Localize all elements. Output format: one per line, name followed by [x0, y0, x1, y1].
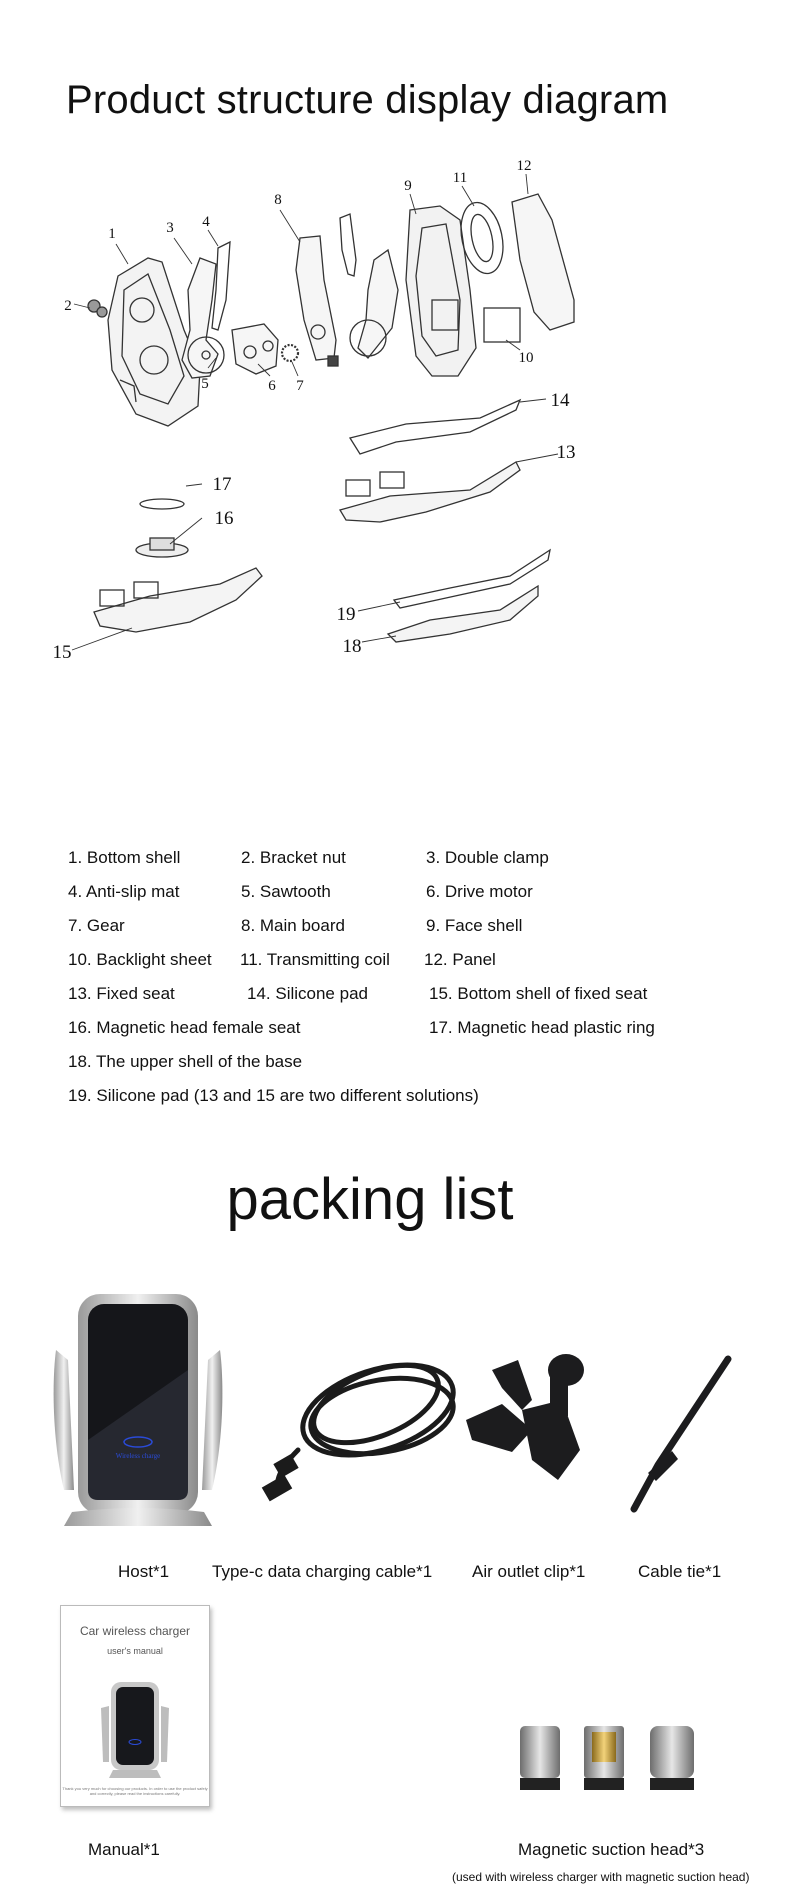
callout-16: 16 [214, 508, 234, 529]
manual-cover-holder-image [99, 1680, 171, 1780]
legend-item-17: 17. Magnetic head plastic ring [429, 1018, 655, 1037]
legend-item-4: 4. Anti-slip mat [68, 882, 180, 901]
part-silicone-pad-14 [350, 400, 520, 454]
callout-11: 11 [452, 170, 468, 186]
callout-1: 1 [108, 226, 116, 242]
callout-12: 12 [516, 158, 532, 174]
callout-2: 2 [64, 298, 72, 314]
legend-item-1: 1. Bottom shell [68, 848, 181, 867]
part-female-seat [136, 538, 188, 557]
legend-item-8: 8. Main board [241, 916, 345, 935]
part-fixed-seat [340, 462, 520, 522]
callout-17: 17 [212, 474, 232, 495]
part-bottom-shell-fixed-seat [94, 568, 262, 632]
legend-item-13: 13. Fixed seat [68, 984, 175, 1003]
callout-19: 19 [336, 604, 356, 625]
structure-title: Product structure display diagram [66, 78, 669, 122]
part-slide-bar [340, 214, 356, 276]
packing-title: packing list [226, 1167, 514, 1232]
manual-cover-subtitle: user's manual [107, 1646, 163, 1656]
item-host-label: Host*1 [118, 1562, 170, 1581]
usb-cable-icon [258, 1330, 468, 1510]
callout-4: 4 [202, 214, 210, 230]
legend-item-6: 6. Drive motor [426, 882, 533, 901]
item-manual-label: Manual*1 [88, 1840, 160, 1859]
legend-item-16: 16. Magnetic head female seat [68, 1018, 301, 1037]
host-screen-text: Wireless charge [115, 1452, 161, 1460]
legend-item-9: 9. Face shell [426, 916, 523, 935]
magnetic-heads-icon [514, 1722, 704, 1802]
part-drive-motor [232, 324, 278, 374]
part-anti-slip-mat [212, 242, 230, 330]
part-double-clamp [182, 258, 224, 378]
part-panel [512, 194, 574, 330]
item-cable-tie-label: Cable tie*1 [638, 1562, 722, 1581]
manual-cover-title: Car wireless charger [79, 1624, 191, 1638]
part-plastic-ring [140, 499, 184, 509]
callout-3: 3 [166, 220, 174, 236]
callout-9: 9 [404, 178, 412, 194]
part-gear [282, 345, 298, 361]
item-magnetic-head-label: Magnetic suction head*3 [518, 1840, 705, 1859]
callout-5: 5 [201, 376, 209, 392]
callout-18: 18 [342, 636, 362, 657]
exploded-structure-diagram [50, 158, 710, 820]
legend-item-15: 15. Bottom shell of fixed seat [429, 984, 648, 1003]
legend-item-2: 2. Bracket nut [241, 848, 346, 867]
legend-item-19: 19. Silicone pad (13 and 15 are two different solutions) [68, 1086, 479, 1105]
callout-13: 13 [556, 442, 576, 463]
legend-item-18: 18. The upper shell of the base [68, 1052, 303, 1071]
vent-clip-icon [462, 1340, 612, 1500]
part-face-shell [406, 206, 476, 376]
legend-item-12: 12. Panel [424, 950, 496, 969]
callout-15: 15 [52, 642, 72, 663]
callout-8: 8 [274, 192, 282, 208]
legend-item-14: 14. Silicone pad [247, 984, 368, 1003]
legend-item-10: 10. Backlight sheet [68, 950, 212, 969]
part-bracket-nut [88, 300, 107, 317]
callout-7: 7 [296, 378, 304, 394]
legend-item-5: 5. Sawtooth [241, 882, 331, 901]
manual-cover-footer: Thank you very much for choosing our products. In order to use the product safely and correctly, please read the instructions carefully. [62, 1786, 208, 1796]
part-second-clamp [350, 250, 398, 358]
car-phone-holder-icon [52, 1290, 224, 1530]
cable-tie-icon [628, 1355, 738, 1515]
item-clip-label: Air outlet clip*1 [472, 1562, 586, 1581]
callout-14: 14 [550, 390, 570, 411]
magnetic-head-note: (used with wireless charger with magnetic suction head) [452, 1870, 750, 1884]
legend-item-7: 7. Gear [68, 916, 125, 935]
part-backlight-sheet [484, 308, 520, 342]
callout-10: 10 [518, 350, 534, 366]
item-cable-label: Type-c data charging cable*1 [212, 1562, 433, 1581]
callout-6: 6 [268, 378, 276, 394]
manual-booklet-icon [60, 1605, 210, 1807]
part-main-board [296, 236, 338, 366]
legend-item-11: 11. Transmitting coil [240, 950, 390, 969]
legend-item-3: 3. Double clamp [426, 848, 549, 867]
